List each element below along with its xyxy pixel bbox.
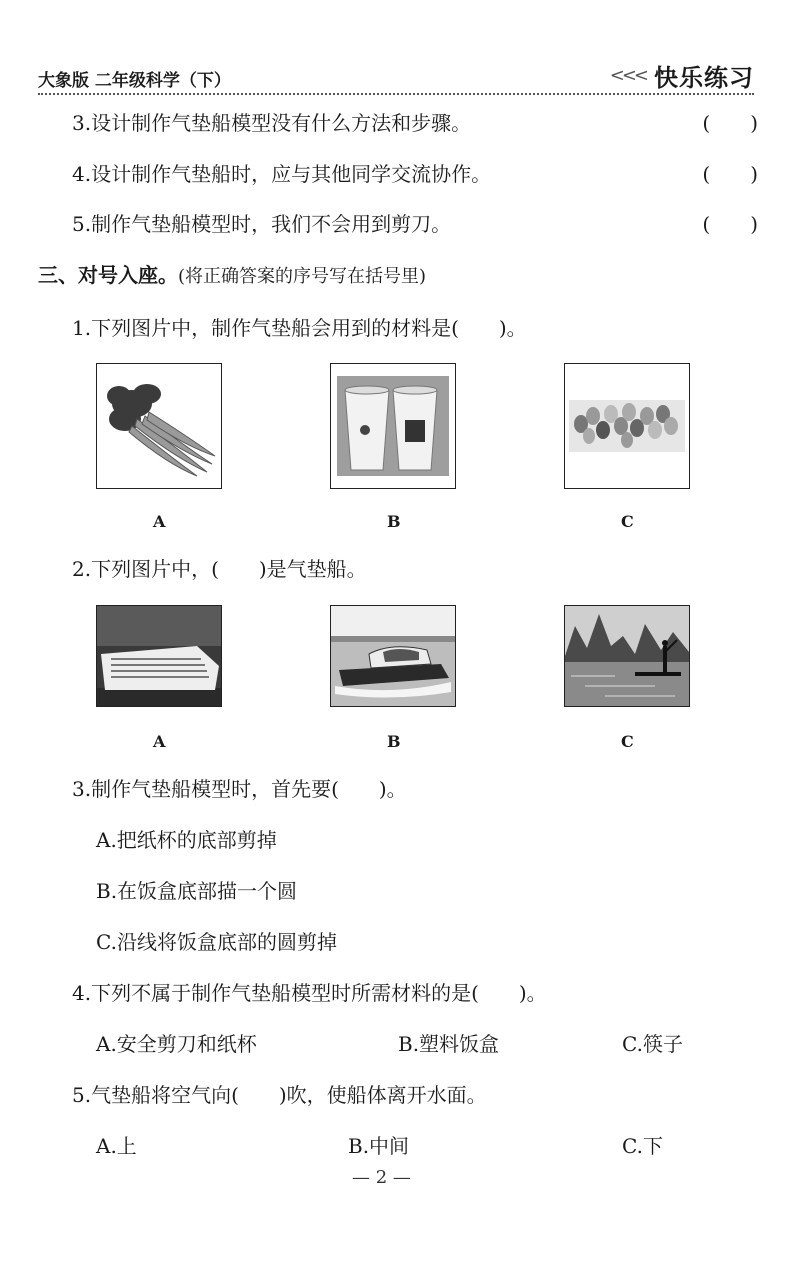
question-3-option-c[interactable]: C.沿线将饭盒底部的圆剪掉 <box>96 930 337 954</box>
cruise-ship-image[interactable] <box>96 605 222 707</box>
question-5-option-c[interactable]: C.下 <box>622 1134 663 1158</box>
question-3: 3.制作气垫船模型时，首先要( )。 <box>72 777 407 801</box>
question-4-option-a[interactable]: A.安全剪刀和纸杯 <box>96 1032 257 1056</box>
question-5-option-b[interactable]: B.中间 <box>348 1134 410 1158</box>
carrots-image[interactable] <box>96 363 222 489</box>
question-4: 4.下列不属于制作气垫船模型时所需材料的是( )。 <box>72 981 547 1005</box>
question-4-option-b[interactable]: B.塑料饭盒 <box>398 1032 500 1056</box>
header-divider <box>38 93 754 95</box>
answer-paren-4[interactable]: ( ) <box>702 162 758 186</box>
question-3-option-a[interactable]: A.把纸杯的底部剪掉 <box>96 828 277 852</box>
header-book-title: 大象版 二年级科学（下） <box>38 71 231 91</box>
section-heading: 三、对号入座。 <box>38 263 178 287</box>
header-section-title: 快乐练习 <box>654 64 754 92</box>
question-5: 5.气垫船将空气向( )吹，使船体离开水面。 <box>72 1083 487 1107</box>
section-title <box>38 259 426 288</box>
hovercraft-image[interactable] <box>330 605 456 707</box>
section-note: (将正确答案的序号写在括号里) <box>178 266 427 287</box>
option-label-a: A <box>153 732 166 751</box>
judge-item-3: 3.设计制作气垫船模型没有什么方法和步骤。 <box>72 111 472 135</box>
question-4-option-c[interactable]: C.筷子 <box>622 1032 683 1056</box>
header-right <box>610 58 754 93</box>
balloons-image[interactable] <box>564 363 690 489</box>
chevron-left-icon: <<< <box>609 65 646 86</box>
answer-paren-3[interactable]: ( ) <box>702 111 758 135</box>
page-number: — 2 — <box>352 1167 411 1188</box>
option-label-b: B <box>387 732 401 751</box>
option-label-c: C <box>621 732 634 751</box>
judge-item-4: 4.设计制作气垫船时，应与其他同学交流协作。 <box>72 162 492 186</box>
question-5-option-a[interactable]: A.上 <box>96 1134 137 1158</box>
paper-cups-image[interactable] <box>330 363 456 489</box>
question-3-option-b[interactable]: B.在饭盒底部描一个圆 <box>96 879 298 903</box>
question-2: 2.下列图片中，( )是气垫船。 <box>72 557 367 581</box>
option-label-b: B <box>387 512 401 531</box>
option-label-c: C <box>621 512 634 531</box>
answer-paren-5[interactable]: ( ) <box>702 212 758 236</box>
question-1: 1.下列图片中，制作气垫船会用到的材料是( )。 <box>72 316 527 340</box>
judge-item-5: 5.制作气垫船模型时，我们不会用到剪刀。 <box>72 212 452 236</box>
option-label-a: A <box>153 512 166 531</box>
river-fisherman-image[interactable] <box>564 605 690 707</box>
